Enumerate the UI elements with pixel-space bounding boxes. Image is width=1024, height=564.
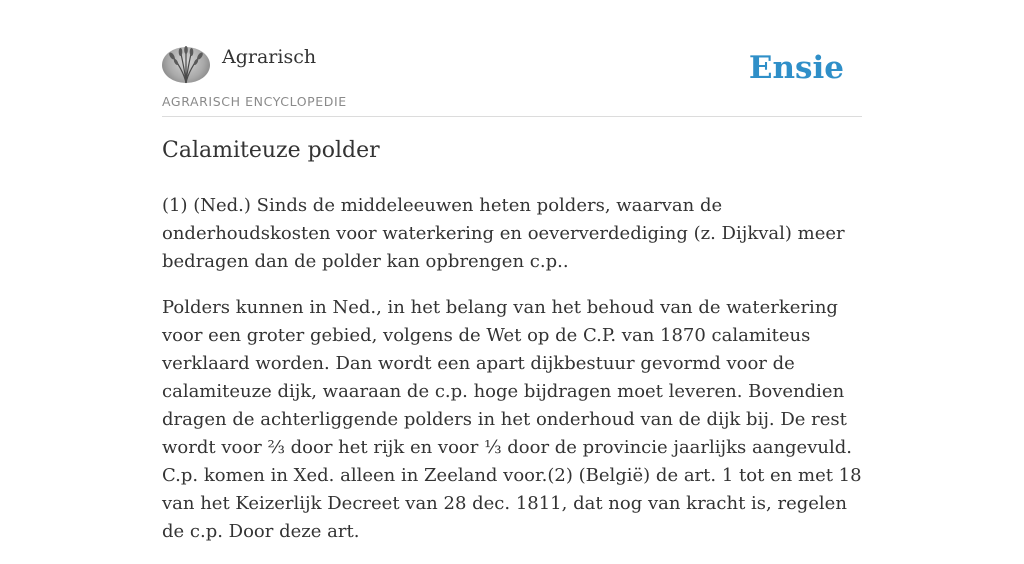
site-tagline: AGRARISCH ENCYCLOPEDIE [162,94,347,109]
site-name[interactable]: Agrarisch [222,46,317,68]
article-body [162,192,862,564]
article-paragraph: Polders kunnen in Ned., in het belang van het behoud van de waterkering voor een groter gebied, volgens de Wet op de C.P. van 1870 calamiteus verklaard worden. Dan wordt een apart dijkbestuur gevormd voor de calamiteuze dijk, waaraan de c.p. hoge bijdragen moet leveren. Bovendien dragen de achterliggende polders in het onderhoud van de dijk bij. De rest wordt voor ⅔ door het rijk en voor ⅓ door de provincie jaarlijks aangevuld. C.p. komen in Xed. alleen in Zeeland voor.(2) (België) de art. 1 tot en met 18 van het Keizerlijk Decreet van 28 dec. 1811, dat nog van kracht is, regelen de c.p. Door deze art. [162,297,862,542]
wheat-icon[interactable] [162,47,210,83]
brand-logo-link[interactable]: Ensie [748,50,844,86]
article-paragraph: (1) (Ned.) Sinds de middeleeuwen heten polders, waarvan de onderhoudskosten voor waterkering en oeververdediging (z. Dijkval) meer bedragen dan de polder kan opbrengen c.p.. [162,195,845,272]
article-title: Calamiteuze polder [162,138,380,163]
site-header [162,44,862,117]
